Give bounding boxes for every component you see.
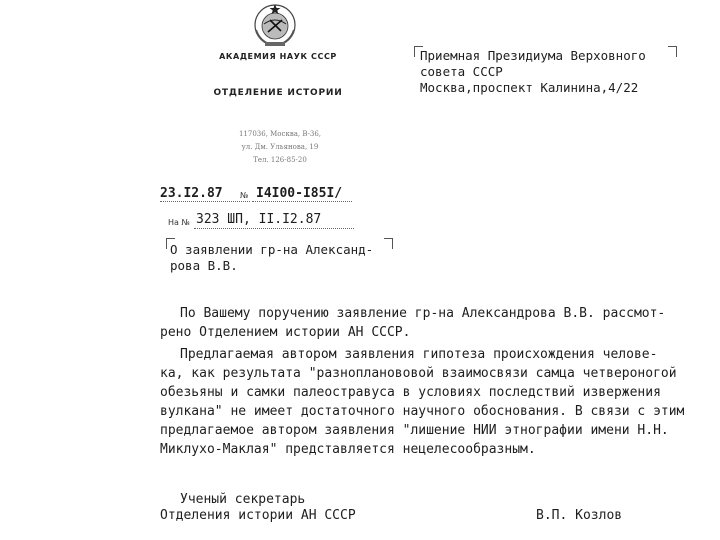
- subject-line-2: рова В.В.: [170, 258, 238, 273]
- signatory-title-1: Ученый секретарь: [180, 492, 306, 507]
- document-date: 23.I2.87: [160, 186, 223, 201]
- signatory-name: В.П. Козлов: [536, 508, 623, 523]
- number-underline: [252, 201, 352, 202]
- reply-label: На №: [168, 218, 190, 227]
- department-name: ОТДЕЛЕНИЕ ИСТОРИИ: [213, 88, 343, 98]
- reply-reference: 323 ШП, II.I2.87: [196, 212, 322, 227]
- address-line-2: ул. Дм. Ульянова, 19: [241, 143, 319, 151]
- body-line-5: обезьяны и самки палеостравуса в условиях последствий извержения: [160, 385, 661, 400]
- body-line-2: рено Отделением истории АН СССР.: [160, 325, 411, 340]
- body-line-6: вулкана" не имеет достаточного научного обоснования. В связи с этим: [160, 404, 685, 419]
- recipient-corner-right: [668, 46, 677, 57]
- body-line-4: ка, как результата "разнопланововой взаимосвязи самца четвероногой: [160, 366, 677, 381]
- ussr-emblem-icon: [250, 2, 300, 48]
- outgoing-number: I4I00-I85I/: [256, 186, 343, 201]
- recipient-line-2: совета СССР: [420, 64, 503, 79]
- body-line-1: По Вашему поручению заявление гр-на Александрова В.В. рассмот-: [180, 306, 666, 321]
- body-line-3: Предлагаемая автором заявления гипотеза происхождения челове-: [180, 347, 658, 362]
- body-line-8: Миклухо-Маклая" представляется нецелесообразным.: [160, 442, 536, 457]
- address-line-1: 117036, Москва, В-36,: [238, 130, 322, 138]
- body-line-7: предлагаемое автором заявления "лишение НИИ этнографии имени Н.Н.: [160, 423, 669, 438]
- reply-underline: [194, 228, 354, 229]
- address-line-3: Тел. 126-85-20: [253, 156, 307, 164]
- subject-line-1: О заявлении гр-на Александ-: [170, 242, 374, 257]
- organization-name: АКАДЕМИЯ НАУК СССР: [219, 52, 337, 61]
- recipient-line-3: Москва,проспект Калинина,4/22: [420, 80, 639, 95]
- recipient-line-1: Приемная Президиума Верховного: [420, 48, 646, 63]
- date-underline: [160, 201, 250, 202]
- subject-corner-right: [384, 238, 393, 249]
- signatory-title-2: Отделения истории АН СССР: [160, 508, 356, 523]
- number-sign-label: №: [240, 191, 249, 200]
